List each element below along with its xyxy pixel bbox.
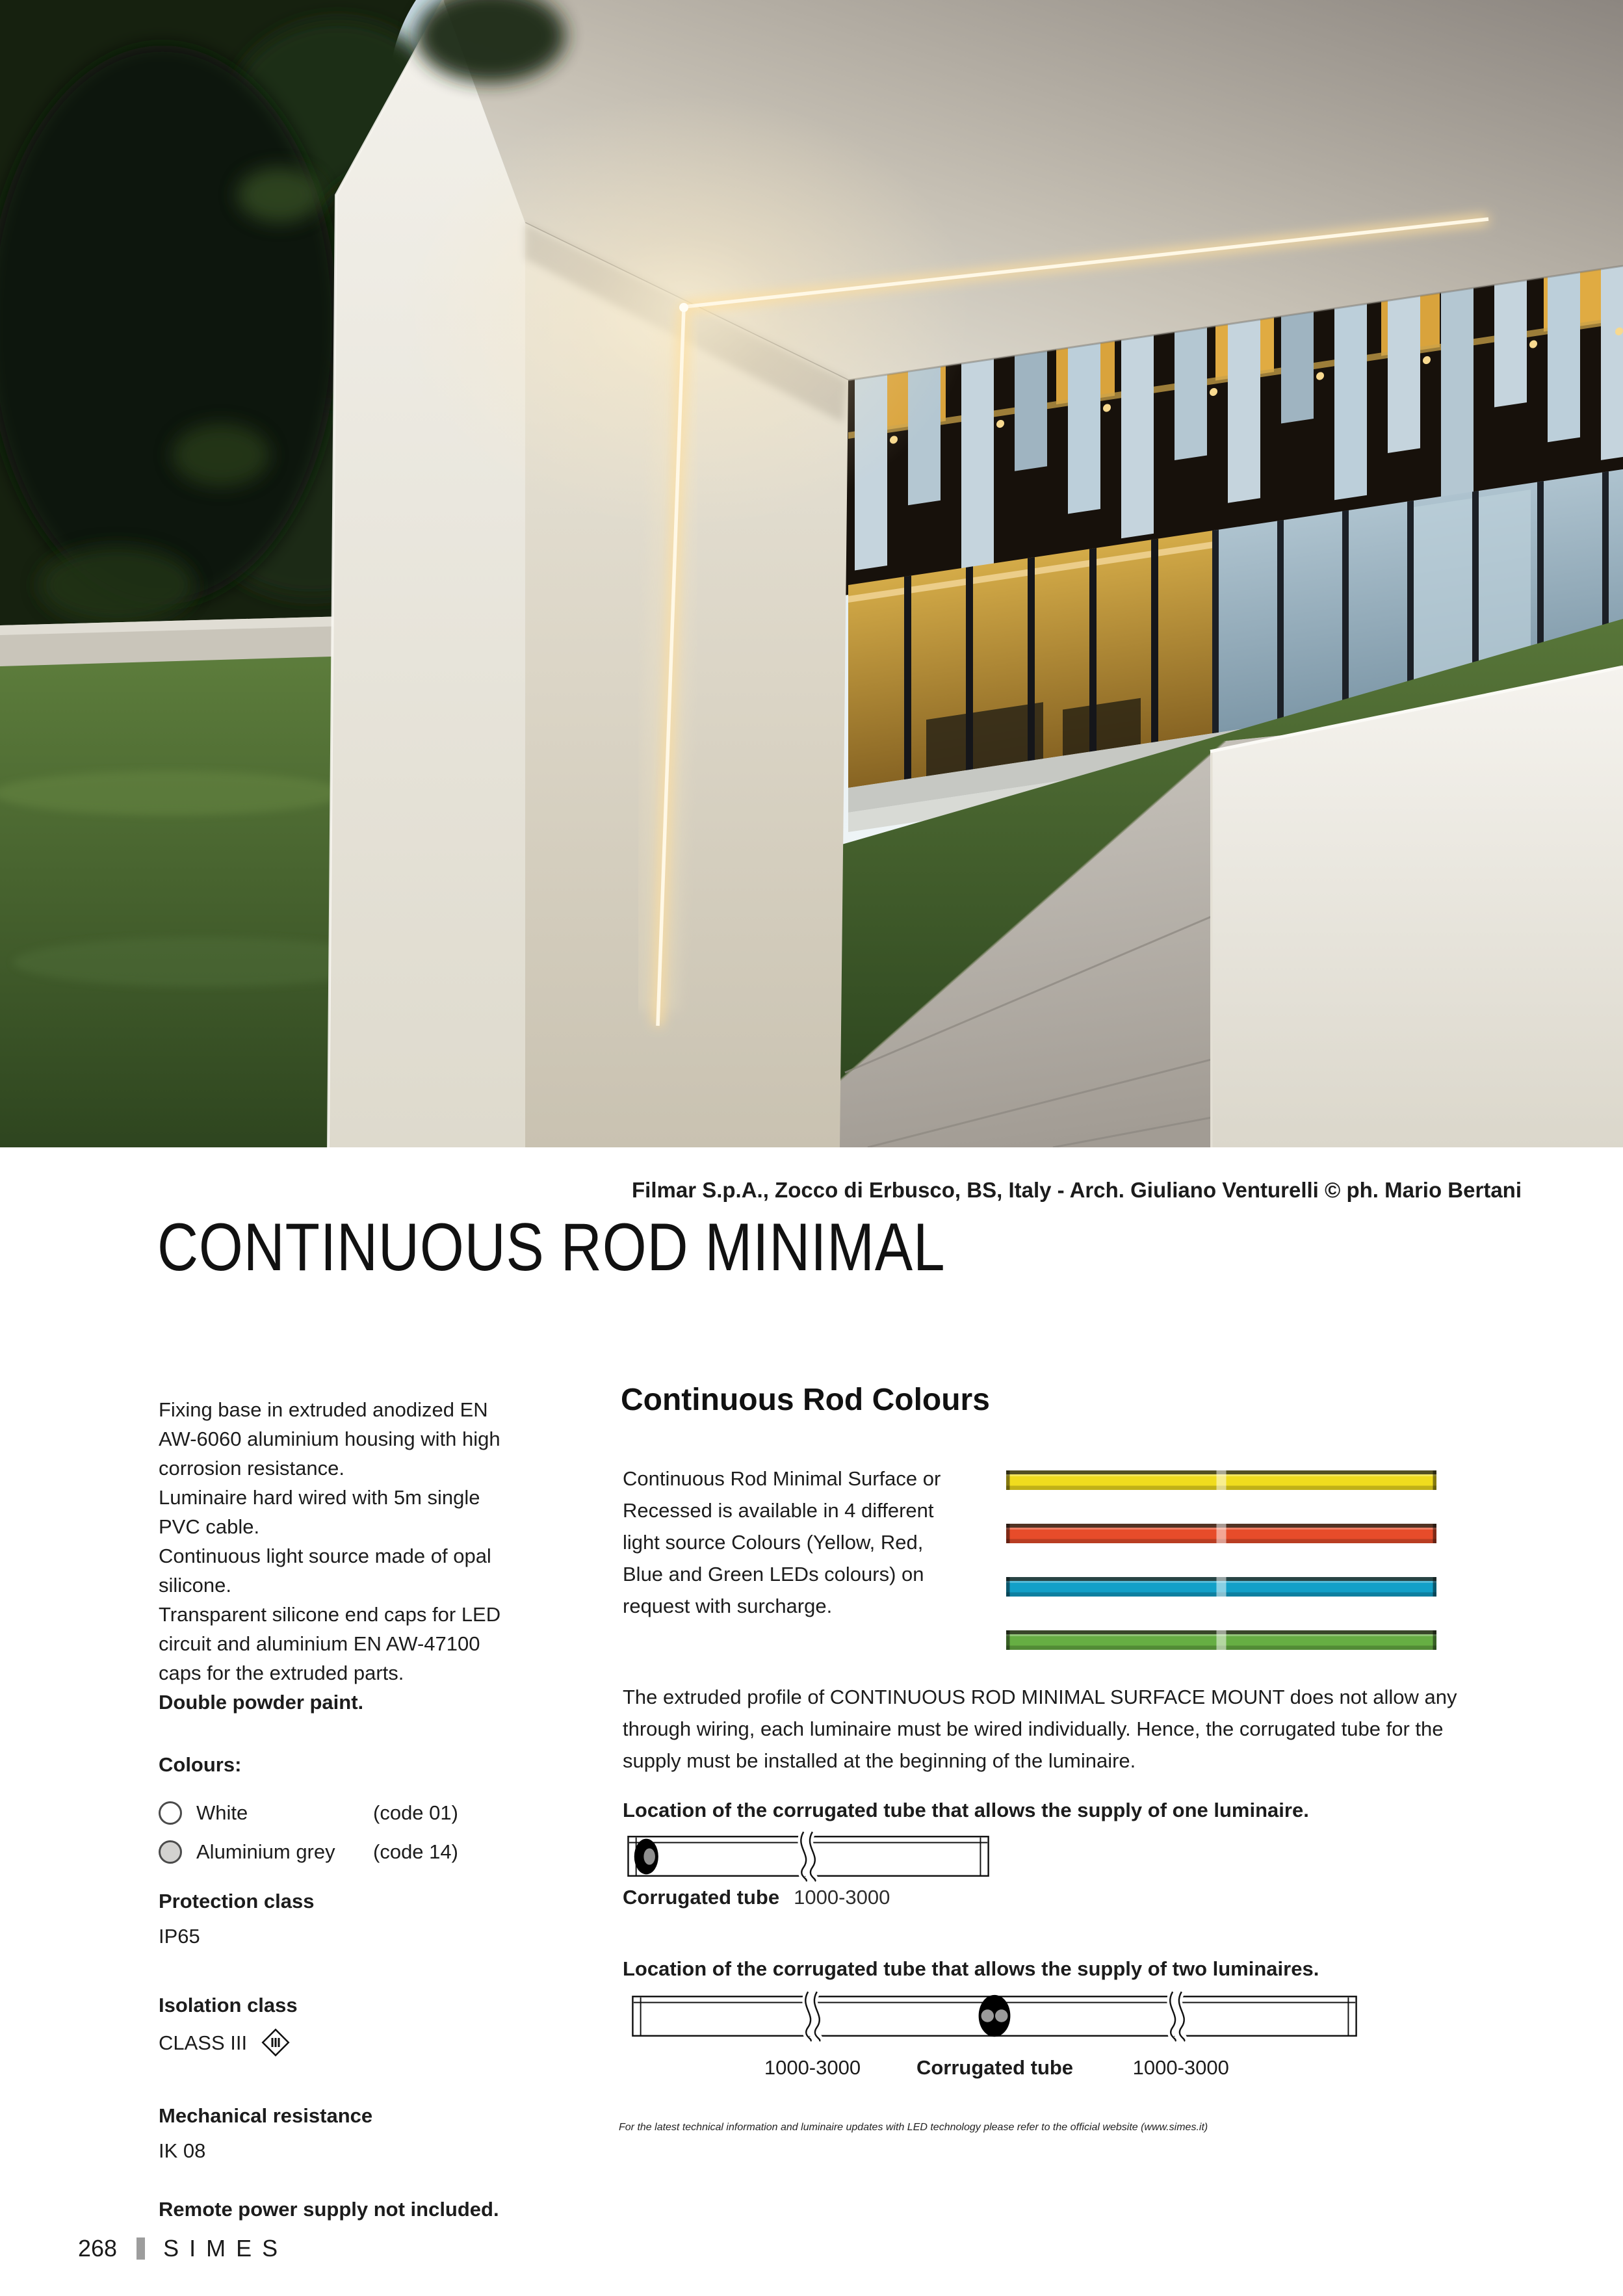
page-title: CONTINUOUS ROD MINIMAL (157, 1210, 946, 1285)
wiring-paragraph: The extruded profile of CONTINUOUS ROD MINIMAL SURFACE MOUNT does not allow any through wiring, each luminaire must be wired individually. Hence, the corrugated tube for the supply must be installed at the beginning of the luminaire. (623, 1686, 1457, 1772)
location-two-heading: Location of the corrugated tube that allows the supply of two luminaires. (623, 1957, 1319, 1980)
colour-option-white (159, 1798, 523, 1827)
tube-diagram-one-art (623, 1831, 996, 1883)
footer-divider (136, 2237, 145, 2260)
description-bold: Double powder paint. (159, 1691, 364, 1714)
corrugated-tube-diagram-two (623, 1990, 1367, 2042)
rod-swatch-red (1006, 1524, 1436, 1543)
range-label: 1000-3000 (794, 1886, 890, 1909)
rod-colours-paragraph: Continuous Rod Minimal Surface or Recessed is available in 4 different light source Colours (Yellow, Red, Blue and Green LEDs colours) on request with surcharge. (623, 1467, 941, 1617)
description-line: Continuous light source made of opal silicone. (159, 1545, 491, 1597)
protection-class-heading: Protection class (159, 1890, 315, 1912)
colours-heading: Colours: (159, 1753, 242, 1776)
tube-diagram-two-art (623, 1990, 1367, 2042)
rod-swatch-green (1006, 1630, 1436, 1650)
diagram-two-labels (623, 2053, 1367, 2085)
grey-swatch (159, 1840, 182, 1864)
white-swatch (159, 1801, 182, 1825)
mechanical-resistance-value: IK 08 (159, 2139, 206, 2162)
isolation-class-text: CLASS III (159, 2031, 248, 2054)
product-description (159, 1395, 510, 1717)
website-footnote: For the latest technical information and luminaire updates with LED technology please refer to the official website (www.simes.it) (619, 2122, 1208, 2133)
rod-colours-heading: Continuous Rod Colours (621, 1383, 990, 1417)
photo-caption: Filmar S.p.A., Zocco di Erbusco, BS, Italy - Arch. Giuliano Venturelli © ph. Mario Bertani (632, 1178, 1522, 1202)
rod-swatch-blue (1006, 1577, 1436, 1597)
corrugated-tube-diagram-one (623, 1831, 996, 1883)
lawn-highlight (0, 771, 344, 815)
colour-name: Aluminium grey (196, 1840, 335, 1863)
colour-option-aluminium-grey (159, 1837, 523, 1866)
rod-swatch-yellow (1006, 1470, 1436, 1490)
range-label-left: 1000-3000 (764, 2056, 861, 2079)
remote-power-note: Remote power supply not included. (159, 2198, 499, 2221)
isolation-class-value (159, 2026, 510, 2059)
page-footer (78, 2235, 288, 2262)
description-line: Luminaire hard wired with 5m single PVC cable. (159, 1486, 480, 1538)
colour-code: (code 14) (373, 1840, 458, 1863)
location-one-heading: Location of the corrugated tube that allows the supply of one luminaire. (623, 1799, 1309, 1821)
range-label-right: 1000-3000 (1132, 2056, 1229, 2079)
hero-photo (0, 0, 1623, 1147)
description-line: Fixing base in extruded anodized EN AW-6060 aluminium housing with high corrosion resistance. (159, 1398, 500, 1480)
protection-class-value: IP65 (159, 1925, 200, 1948)
class-iii-icon (259, 2026, 292, 2059)
brand-name: SIMES (163, 2235, 289, 2262)
corrugated-tube-label: Corrugated tube (916, 2056, 1074, 2079)
colour-code: (code 01) (373, 1801, 458, 1824)
isolation-class-heading: Isolation class (159, 1994, 298, 2016)
page-number: 268 (78, 2235, 118, 2262)
colour-name: White (196, 1801, 248, 1824)
corrugated-tube-label: Corrugated tube (623, 1886, 780, 1909)
description-line: Transparent silicone end caps for LED circuit and aluminium EN AW-47100 caps for the extruded parts. (159, 1603, 501, 1684)
hero-photo-art (0, 0, 1623, 1147)
diagram-one-labels (623, 1883, 890, 1912)
mechanical-resistance-heading: Mechanical resistance (159, 2104, 373, 2127)
